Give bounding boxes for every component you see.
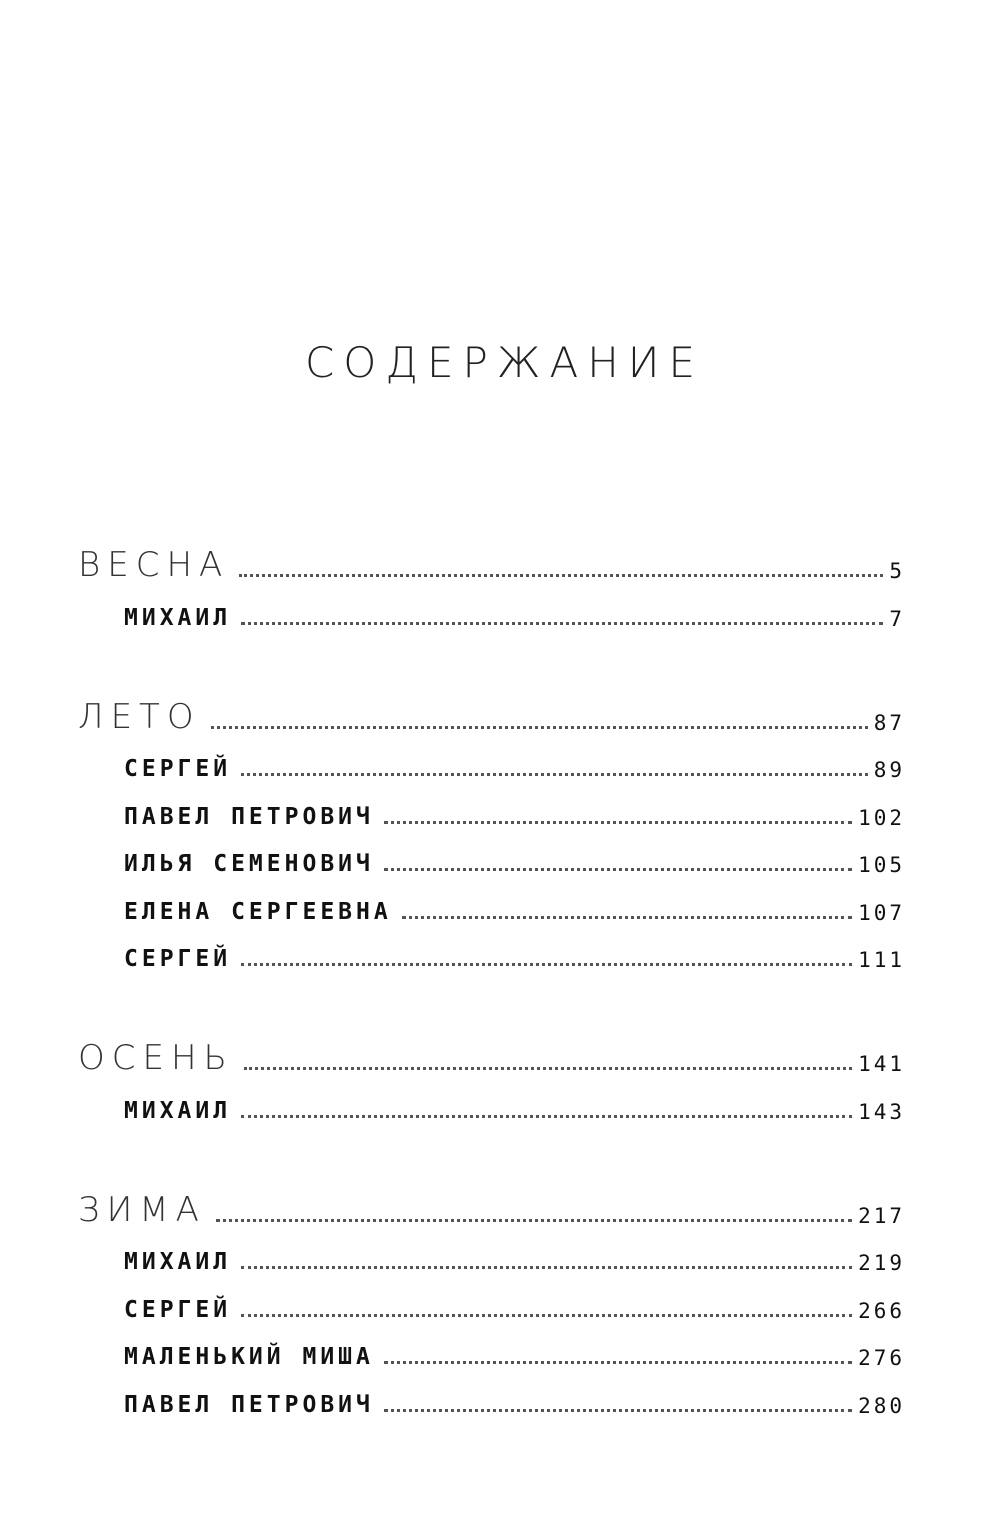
page-number: 219 — [858, 1251, 905, 1275]
page-number: 107 — [858, 900, 905, 925]
toc-part-row[interactable] — [78, 528, 905, 586]
page-number: 102 — [858, 805, 905, 830]
page-number: 143 — [858, 1099, 905, 1124]
dot-leader — [384, 1409, 852, 1412]
dot-leader — [241, 1266, 852, 1269]
toc-section-winter — [78, 1173, 905, 1421]
chapter-title: СЕРГЕЙ — [124, 1296, 232, 1323]
dot-leader — [402, 916, 852, 919]
dot-leader — [244, 1067, 852, 1070]
page-number: 217 — [858, 1203, 905, 1228]
chapter-title: МИХАИЛ — [124, 1249, 232, 1275]
page-number: 5 — [889, 559, 905, 583]
toc-part-row[interactable] — [78, 1021, 905, 1079]
page-number: 105 — [858, 853, 905, 877]
chapter-title: ПАВЕЛ ПЕТРОВИЧ — [124, 803, 374, 830]
toc-part-row[interactable] — [78, 680, 905, 738]
toc-chapter-row[interactable] — [78, 1278, 905, 1326]
dot-leader — [241, 1314, 852, 1317]
chapter-title: МИХАИЛ — [124, 604, 232, 631]
toc-chapter-row[interactable] — [78, 1373, 905, 1421]
chapter-title: ПАВЕЛ ПЕТРОВИЧ — [124, 1391, 374, 1418]
page-number: 280 — [858, 1393, 905, 1418]
part-title: ЗИМА — [78, 1189, 206, 1230]
page-number: 89 — [873, 758, 905, 782]
dot-leader — [384, 1361, 852, 1364]
table-of-contents — [78, 528, 905, 1467]
toc-chapter-row[interactable] — [78, 928, 905, 976]
page-title: СОДЕРЖАНИЕ — [304, 338, 705, 387]
dot-leader — [211, 726, 868, 729]
dot-leader — [239, 574, 883, 577]
dot-leader — [241, 773, 868, 776]
part-title: ЛЕТО — [78, 696, 201, 737]
dot-leader — [241, 622, 883, 625]
page-number: 276 — [858, 1346, 905, 1370]
toc-part-row[interactable] — [78, 1173, 905, 1231]
toc-chapter-row[interactable] — [78, 880, 905, 928]
chapter-title: СЕРГЕЙ — [124, 756, 232, 782]
chapter-title: МАЛЕНЬКИЙ МИША — [124, 1344, 374, 1370]
page-number: 7 — [889, 606, 905, 631]
page-number: 141 — [858, 1052, 905, 1076]
dot-leader — [384, 821, 852, 824]
toc-chapter-row[interactable] — [78, 586, 905, 634]
chapter-title: ИЛЬЯ СЕМЕНОВИЧ — [124, 851, 374, 877]
toc-chapter-row[interactable] — [78, 738, 905, 786]
toc-section-autumn — [78, 1021, 905, 1127]
chapter-title: СЕРГЕЙ — [124, 946, 232, 972]
chapter-title: МИХАИЛ — [124, 1097, 232, 1124]
dot-leader — [241, 963, 852, 966]
page-number: 111 — [858, 948, 905, 972]
dot-leader — [241, 1115, 852, 1118]
dot-leader — [384, 868, 852, 871]
part-title: ОСЕНЬ — [78, 1038, 234, 1078]
toc-section-spring — [78, 528, 905, 634]
toc-chapter-row[interactable] — [78, 1326, 905, 1374]
toc-section-summer — [78, 680, 905, 976]
toc-chapter-row[interactable] — [78, 1231, 905, 1279]
toc-chapter-row[interactable] — [78, 785, 905, 833]
page-number: 266 — [858, 1298, 905, 1323]
toc-chapter-row[interactable] — [78, 833, 905, 881]
part-title: ВЕСНА — [78, 545, 230, 585]
toc-chapter-row[interactable] — [78, 1079, 905, 1127]
chapter-title: ЕЛЕНА СЕРГЕЕВНА — [124, 898, 392, 925]
page-number: 87 — [873, 710, 905, 735]
dot-leader — [216, 1219, 852, 1222]
